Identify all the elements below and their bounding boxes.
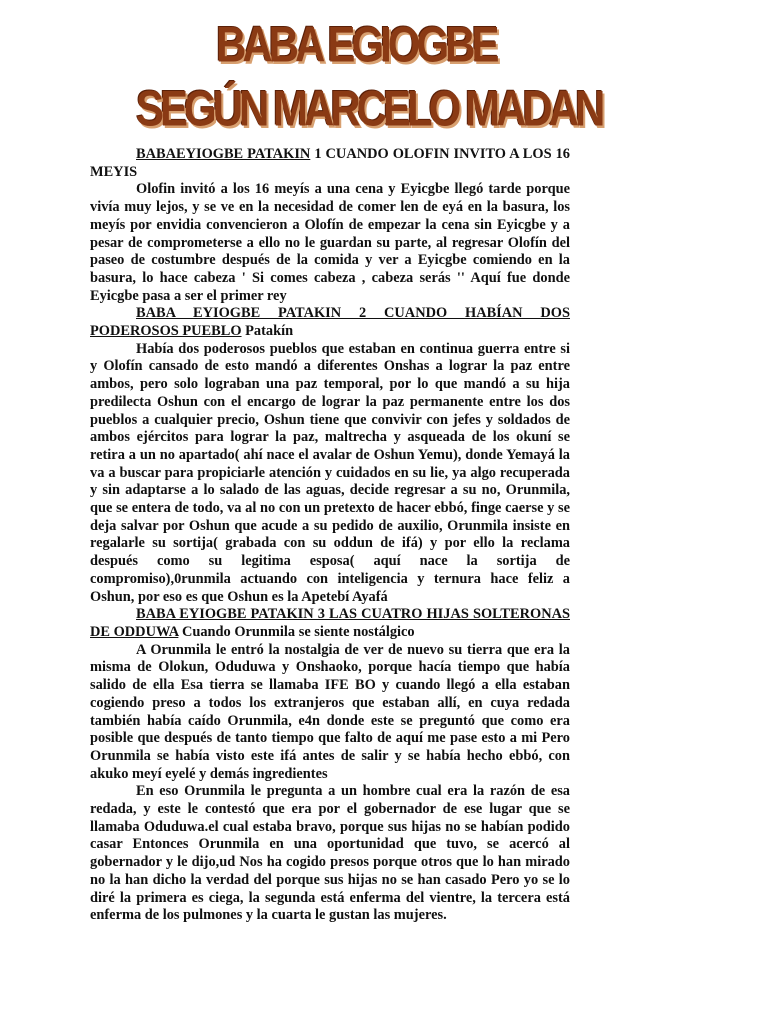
heading-underlined: BABA EYIOGBE PATAKIN 2 CUANDO HABÍAN DOS PODEROSOS PUEBLO xyxy=(90,305,570,340)
heading-underlined: BABAEYIOGBE PATAKIN xyxy=(136,146,311,162)
heading-rest: Patakín xyxy=(241,323,294,340)
paragraph: Olofin invitó a los 16 meyís a una cena y Eyicgbe llegó tarde porque vivía muy lejos, y se ve en la necesidad de comer len de eyá en la basura, los meyís por envidia convencieron a Olofín de empezar la cena sin Eyicgbe y a pesar de comprometerse a ello no le guardan su parte, al regresar Olofín del paseo de costumbre después de la comida y ver a Eyicgbe comiendo en la basura, lo hace cabeza ' Si comes cabeza , cabeza serás '' Aquí fue donde Eyicgbe pasa a ser el primer rey xyxy=(90,181,570,304)
section-heading xyxy=(90,606,570,641)
title-line-2: SEGÚN MARCELO MADAN xyxy=(136,80,602,137)
heading-rest: Cuando Orunmila se siente nostálgico xyxy=(178,623,415,640)
section-heading xyxy=(90,146,570,181)
title-line-1: BABA EGIOGBE xyxy=(216,16,496,73)
document-title xyxy=(0,14,768,137)
section-heading xyxy=(90,305,570,340)
paragraph: A Orunmila le entró la nostalgia de ver de nuevo su tierra que era la misma de Olokun, Oduduwa y Onshaoko, porque hacía tiempo que había salido de ella Esa tierra se llamaba IFE BO y cuando llegó a ella estaban cogiendo preso a todos los extranjeros que estaban allí, en cuya redada también había caído Orunmila, e4n donde este se preguntó que como era posible que después de tanto tiempo que falto de aquí me pase esto a mi Pero Orunmila se había visto este ifá antes de salir y se había hecho ebbó, con akuko meyí eyelé y demás ingredientes xyxy=(90,641,570,782)
paragraph: Había dos poderosos pueblos que estaban en continua guerra entre si y Olofín cansado de esto mandó a diferentes Onshas a lograr la paz entre ambos, pero solo lograban una paz temporal, por lo que mandó a su hija predilecta Oshun con el encargo de lograr la paz permanente entre los dos pueblos a cualquier precio, Oshun tiene que convivir con jefes y soldados de ambos ejércitos para lograr la paz, maltrecha y asqueada de los okuní se retira a un no apartado( ahí nace el avalar de Oshun Yemu), donde Yemayá la va a buscar para propiciarle atención y cuidados en su lie, ya algo recuperada y sin adaptarse a lo salado de las aguas, decide regresar a su no, Orunmila, que se entera de todo, va al no con un pretexto de hacer ebbó, finge caerse y se deja salvar por Oshun que acude a su pedido de auxilio, Orunmila insiste en regalarle su sortija( grabada con su oddun de ifá) y por ello la reclama después como su legitima esposa( aquí nace la sortija de compromiso),0runmila actuando con inteligencia y ternura hace feliz a Oshun, por eso es que Oshun es la Apetebí Ayafá xyxy=(90,340,570,605)
document-body xyxy=(90,146,570,925)
paragraph: En eso Orunmila le pregunta a un hombre cual era la razón de esa redada, y este le contestó que era por el gobernador de ese lugar que se llamaba Oduduwa.el cual estaba bravo, porque sus hijas no se habían podido casar Entonces Orunmila en una oportunidad que tuvo, se acercó al gobernador y le dijo,ud Nos ha cogido presos porque otros que lo han mirado no la han dicho la verdad del porque sus hijas no se han casado Pero yo se lo diré la primera es ciega, la segunda está enferma del vientre, la tercera está enferma de los pulmones y la cuarta le gustan las mujeres. xyxy=(90,783,570,924)
heading-rest: 1 CUANDO OLOFIN INVITO A LOS 16 MEYIS xyxy=(90,146,570,180)
heading-underlined: BABA EYIOGBE PATAKIN 3 LAS CUATRO HIJAS SOLTERONAS DE ODDUWA xyxy=(90,606,570,640)
